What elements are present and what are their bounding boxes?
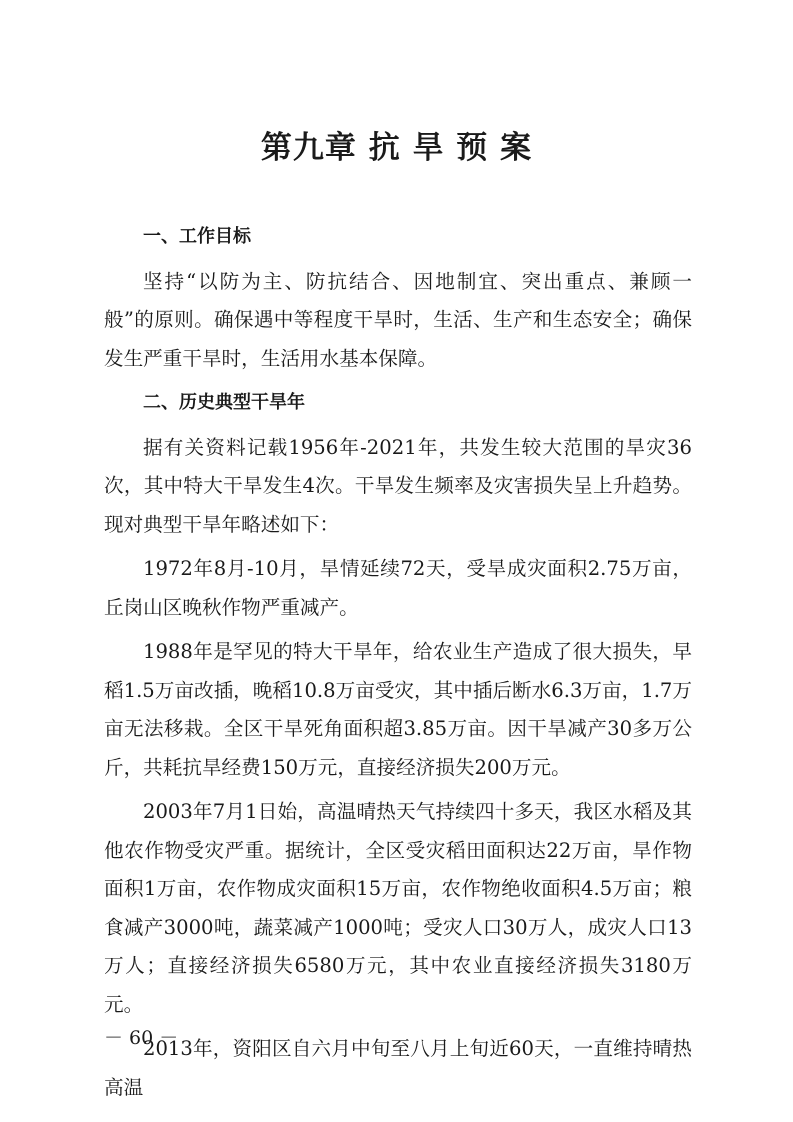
paragraph-1988: 1988年是罕见的特大干旱年，给农业生产造成了很大损失，早稻1.5万亩改插，晚稻10.8万亩受灾，其中插后断水6.3万亩，1.7万亩无法移栽。全区干旱死角面积超3.85万亩。因干旱减产30多万公斤，共耗抗旱经费150万元，直接经济损失200万元。: [104, 640, 692, 779]
page-number: － 60 －: [104, 1027, 179, 1049]
document-body: [104, 218, 692, 1107]
chapter-title: 第九章 抗 旱 预 案: [260, 130, 533, 166]
paragraph-goals: 坚持“以防为主、防抗结合、因地制宜、突出重点、兼顾一般”的原则。确保遇中等程度干旱时，生活、生产和生态安全；确保发生严重干旱时，生活用水基本保障。: [104, 269, 692, 370]
paragraph-2013: 2013年，资阳区自六月中旬至八月上旬近60天，一直维持晴热高温: [104, 1037, 692, 1099]
paragraph-2003: 2003年7月1日始，高温晴热天气持续四十多天，我区水稻及其他农作物受灾严重。据统计，全区受灾稻田面积达22万亩，旱作物面积1万亩，农作物成灾面积15万亩，农作物绝收面积4.5万亩；粮食减产3000吨，蔬菜减产1000吨；受灾人口30万人，成灾人口13万人；直接经济损失6580万元，其中农业直接经济损失3180万元。: [104, 800, 692, 1016]
paragraph-history-intro: 据有关资料记载1956年-2021年，共发生较大范围的旱灾36次，其中特大干旱发生4次。干旱发生频率及灾害损失呈上升趋势。现对典型干旱年略述如下：: [104, 435, 692, 536]
section-heading-goals: 一、工作目标: [143, 226, 251, 247]
paragraph-1972: 1972年8月-10月，旱情延续72天，受旱成灾面积2.75万亩，丘岗山区晚秋作物严重减产。: [104, 557, 692, 619]
section-heading-history: 二、历史典型干旱年: [143, 392, 305, 413]
